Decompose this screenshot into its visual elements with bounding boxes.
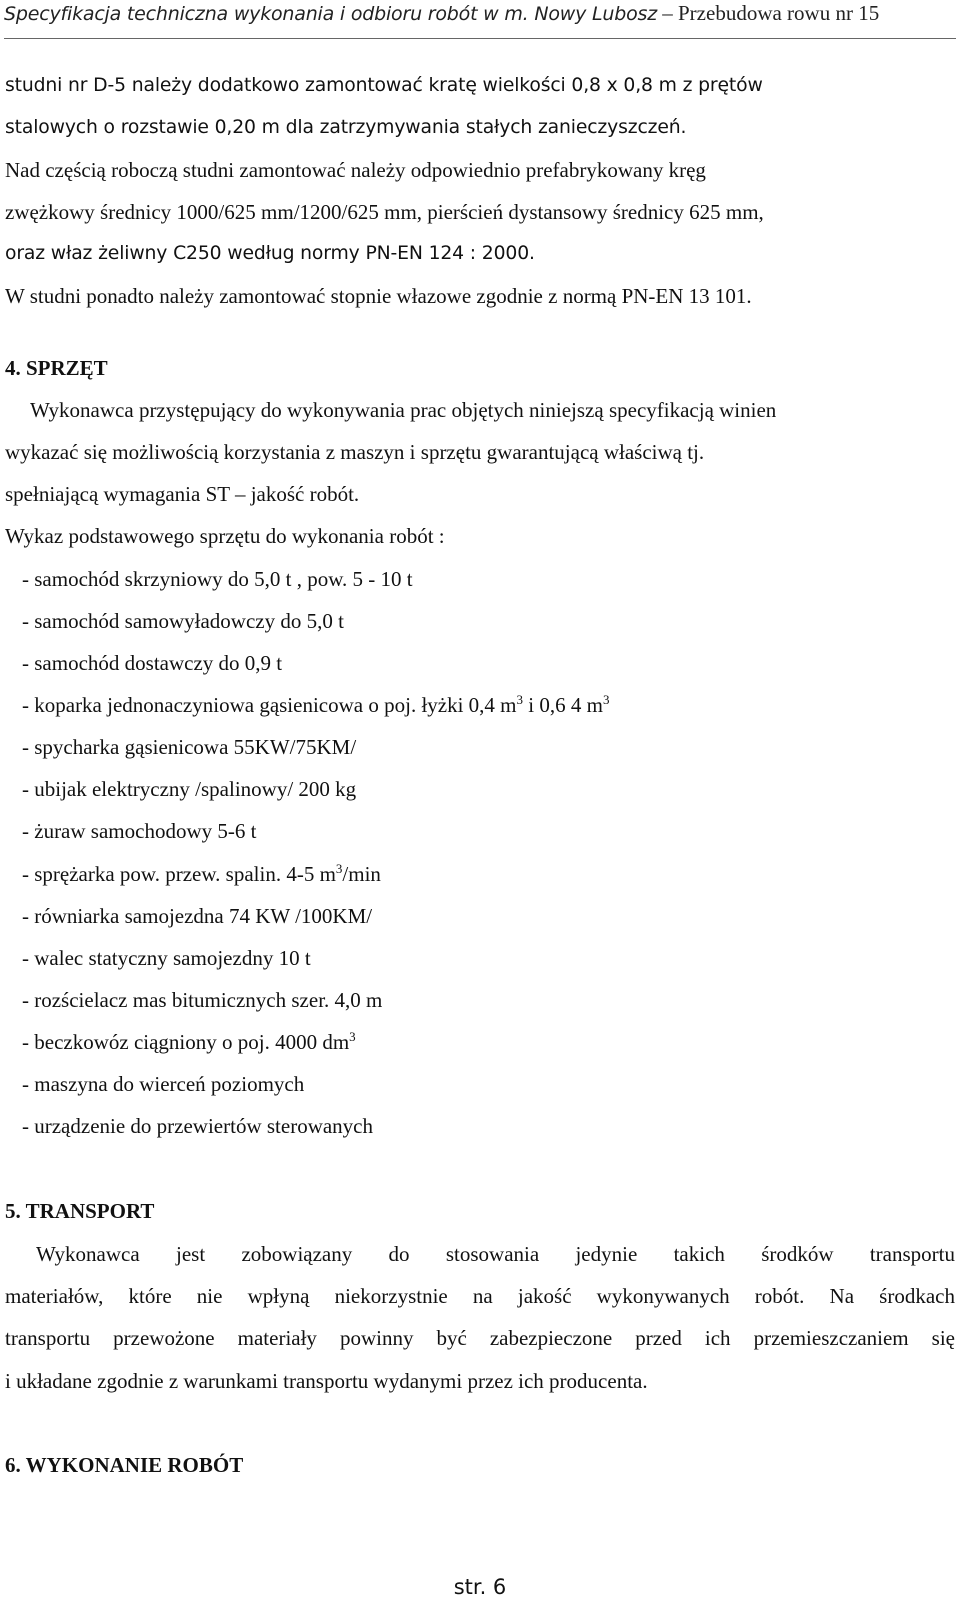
intro-line-3: Nad częścią roboczą studni zamontować należy odpowiednio prefabrykowany kręg — [5, 158, 706, 182]
section-4-para-line-1: Wykonawca przystępujący do wykonywania prac objętych niniejszą specyfikacją winien — [30, 398, 777, 422]
equipment-item: - maszyna do wierceń poziomych — [22, 1072, 305, 1096]
equipment-item: - samochód dostawczy do 0,9 t — [22, 651, 283, 675]
section-5-line-3: transportu przewożone materiały powinny być zabezpieczone przed ich przemieszczaniem się — [5, 1326, 955, 1350]
equipment-item-text-continued: /min — [342, 862, 381, 886]
section-5-line-2: materiałów, które nie wpłyną niekorzystnie na jakość wykonywanych robót. Na środkach — [5, 1284, 955, 1308]
equipment-list-intro: Wykaz podstawowego sprzętu do wykonania robót : — [5, 524, 445, 548]
section-5-line-4: i układane zgodnie z warunkami transportu wydanymi przez ich producenta. — [5, 1369, 648, 1393]
intro-line-2: stalowych o rozstawie 0,20 m dla zatrzymywania stałych zanieczyszczeń. — [5, 117, 687, 138]
equipment-item-text: - beczkowóz ciągniony o poj. 4000 dm — [22, 1030, 350, 1054]
equipment-item: - rozścielacz mas bitumicznych szer. 4,0 m — [22, 988, 383, 1012]
page-number: str. 6 — [453, 1575, 507, 1599]
superscript: 3 — [335, 861, 343, 876]
equipment-item: - spycharka gąsienicowa 55KW/75KM/ — [22, 735, 357, 759]
intro-line-6: W studni ponadto należy zamontować stopnie włazowe zgodnie z normą PN-EN 13 101. — [5, 284, 752, 308]
intro-line-4: zwężkowy średnicy 1000/625 mm/1200/625 mm, pierścień dystansowy średnicy 625 mm, — [5, 200, 764, 224]
equipment-item: - urządzenie do przewiertów sterowanych — [22, 1114, 374, 1138]
superscript: 3 — [602, 692, 610, 707]
superscript: 3 — [516, 692, 524, 707]
equipment-item: - równiarka samojezdna 74 KW /100KM/ — [22, 904, 373, 928]
header-title: Specyfikacja techniczna wykonania i odbioru robót w m. Nowy Lubosz — [4, 3, 657, 25]
section-4-para-line-3: spełniającą wymagania ST – jakość robót. — [5, 482, 360, 506]
equipment-item: - samochód samowyładowczy do 5,0 t — [22, 609, 344, 633]
section-4-para-line-2: wykazać się możliwością korzystania z maszyn i sprzętu gwarantującą właściwą tj. — [5, 440, 705, 464]
header-separator: – — [657, 1, 678, 25]
equipment-item-text: - sprężarka pow. przew. spalin. 4-5 m — [22, 862, 336, 886]
section-4-heading: 4. SPRZĘT — [5, 356, 108, 380]
equipment-item: - żuraw samochodowy 5-6 t — [22, 819, 257, 843]
equipment-item — [22, 861, 955, 887]
section-6-heading: 6. WYKONANIE ROBÓT — [5, 1453, 244, 1477]
equipment-item: - walec statyczny samojezdny 10 t — [22, 946, 311, 970]
superscript: 3 — [349, 1029, 356, 1044]
equipment-item-text: - koparka jednonaczyniowa gąsienicowa o poj. łyżki 0,4 m — [22, 693, 517, 717]
equipment-item — [22, 692, 955, 718]
equipment-item — [22, 1029, 955, 1055]
equipment-item: - samochód skrzyniowy do 5,0 t , pow. 5 - 10 t — [22, 567, 413, 591]
equipment-item-text-continued: i 0,6 4 m — [523, 693, 603, 717]
intro-line-5: oraz właz żeliwny C250 według normy PN-EN 124 : 2000. — [5, 243, 535, 264]
header-subtitle: Przebudowa rowu nr 15 — [678, 1, 880, 25]
section-5-line-1: Wykonawca jest zobowiązany do stosowania jedynie takich środków transportu — [36, 1242, 955, 1266]
section-5-heading: 5. TRANSPORT — [5, 1199, 155, 1223]
equipment-item: - ubijak elektryczny /spalinowy/ 200 kg — [22, 777, 357, 801]
intro-line-1: studni nr D-5 należy dodatkowo zamontować kratę wielkości 0,8 x 0,8 m z prętów — [5, 75, 763, 96]
running-header — [4, 0, 956, 39]
